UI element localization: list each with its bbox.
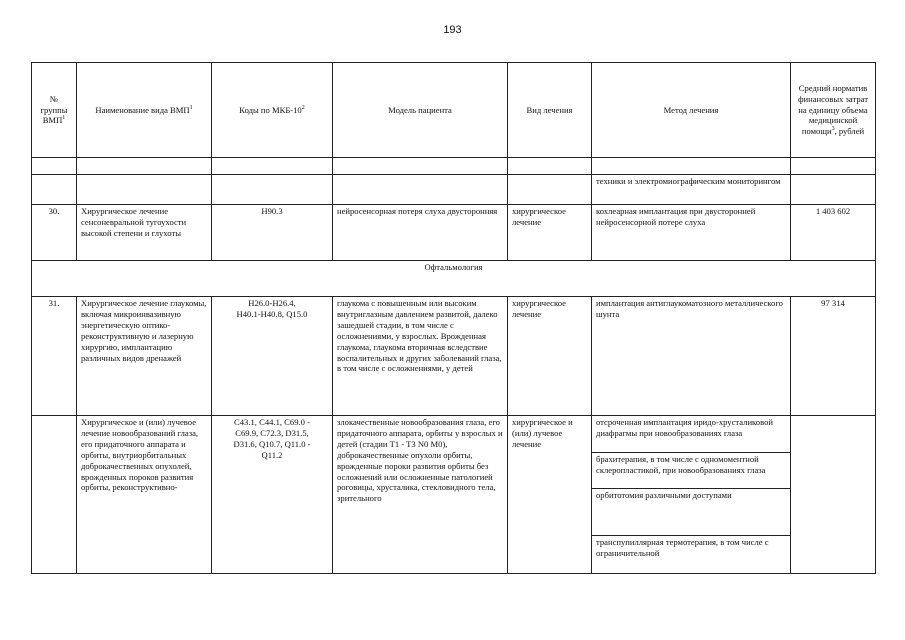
method-cell: техники и электромиографическим мониторингом — [592, 175, 791, 205]
vmp-name: Хирургическое лечение сенсоневральной тугоухости высокой степени и глухоты — [77, 205, 212, 261]
vmp-table — [31, 62, 876, 574]
treatment-method: транспупиллярная термотерапия, в том числе с ограничительной — [596, 537, 769, 558]
treatment-method: орбитотомия различными доступами — [592, 489, 790, 536]
treatment-type: хирургическое и (или) лучевое лечение — [508, 416, 592, 574]
table-row-30 — [32, 205, 876, 261]
icd-codes: H90.3 — [212, 205, 333, 261]
header-treatment-type: Вид лечения — [508, 63, 592, 158]
treatment-method: отсроченная имплантация иридо-хрусталиковой диафрагмы при новообразованиях глаза — [592, 416, 790, 453]
icd-codes: C43.1, C44.1, C69.0 - C69.9, C72.3, D31.5, D31.6, Q10.7, Q11.0 - Q11.2 — [212, 416, 333, 574]
table-row-31 — [32, 297, 876, 416]
header-codes: Коды по МКБ-$10^2$ — [212, 63, 333, 158]
cost-value: 97 314 — [791, 297, 876, 416]
table-row-continued — [32, 175, 876, 205]
table-row-empty — [32, 158, 876, 175]
section-title: Офтальмология — [32, 261, 876, 297]
page-number: 193 — [443, 24, 462, 36]
table-row-31b — [32, 416, 876, 574]
header-group: № группы ВМП$^1$ — [32, 63, 77, 158]
treatment-methods — [592, 416, 791, 574]
treatment-method: имплантация антиглаукоматозного металлического шунта — [592, 297, 791, 416]
icd-codes: H26.0-H26.4, H40.1-H40.8, Q15.0 — [212, 297, 333, 416]
vmp-name: Хирургическое лечение глаукомы, включая микроинвазивную энергетическую оптико-реконструктивную и лазерную хирургию, имплантацию различных видов дренажей — [77, 297, 212, 416]
section-row — [32, 261, 876, 297]
treatment-method: кохлеарная имплантация при двусторонней нейросенсорной потере слуха — [592, 205, 791, 261]
treatment-type: хирургическое лечение — [508, 297, 592, 416]
header-cost: Средний норматив финансовых затрат на единицу объема медицинской помощи$^3$, рублей — [791, 63, 876, 158]
group-number: 30. — [32, 205, 77, 261]
header-method: Метод лечения — [592, 63, 791, 158]
treatment-type: хирургическое лечение — [508, 205, 592, 261]
patient-model: глаукома с повышенным или высоким внутриглазным давлением развитой, далеко зашедшей стадии, в том числе с осложнениями, у взрослых. Врожденная глаукома, глаукома вторичная вследствие воспалительных и других заболеваний глаза, в том числе с осложнениями, у детей — [333, 297, 508, 416]
group-number: 31. — [32, 297, 77, 416]
treatment-method: брахитерапия, в том числе с одномоментной склеропластикой, при новообразованиях глаза — [592, 453, 790, 489]
table-header-row — [32, 63, 876, 158]
vmp-name: Хирургическое и (или) лучевое лечение новообразований глаза, его придаточного аппарата и орбиты, внутриорбитальных доброкачественных опухолей, врожденных пороков развития орбиты, реконструктивно- — [77, 416, 212, 574]
header-name: Наименование вида ВМП$^1$ — [77, 63, 212, 158]
patient-model: нейросенсорная потеря слуха двусторонняя — [333, 205, 508, 261]
header-model: Модель пациента — [333, 63, 508, 158]
patient-model: злокачественные новообразования глаза, его придаточного аппарата, орбиты у взрослых и детей (стадии T1 - T3 N0 M0), доброкачественные опухоли орбиты, врожденные пороки развития орбиты без осложнений или осложненные патологией роговицы, хрусталика, стекловидного тела, зрительного — [333, 416, 508, 574]
cost-value: 1 403 602 — [791, 205, 876, 261]
